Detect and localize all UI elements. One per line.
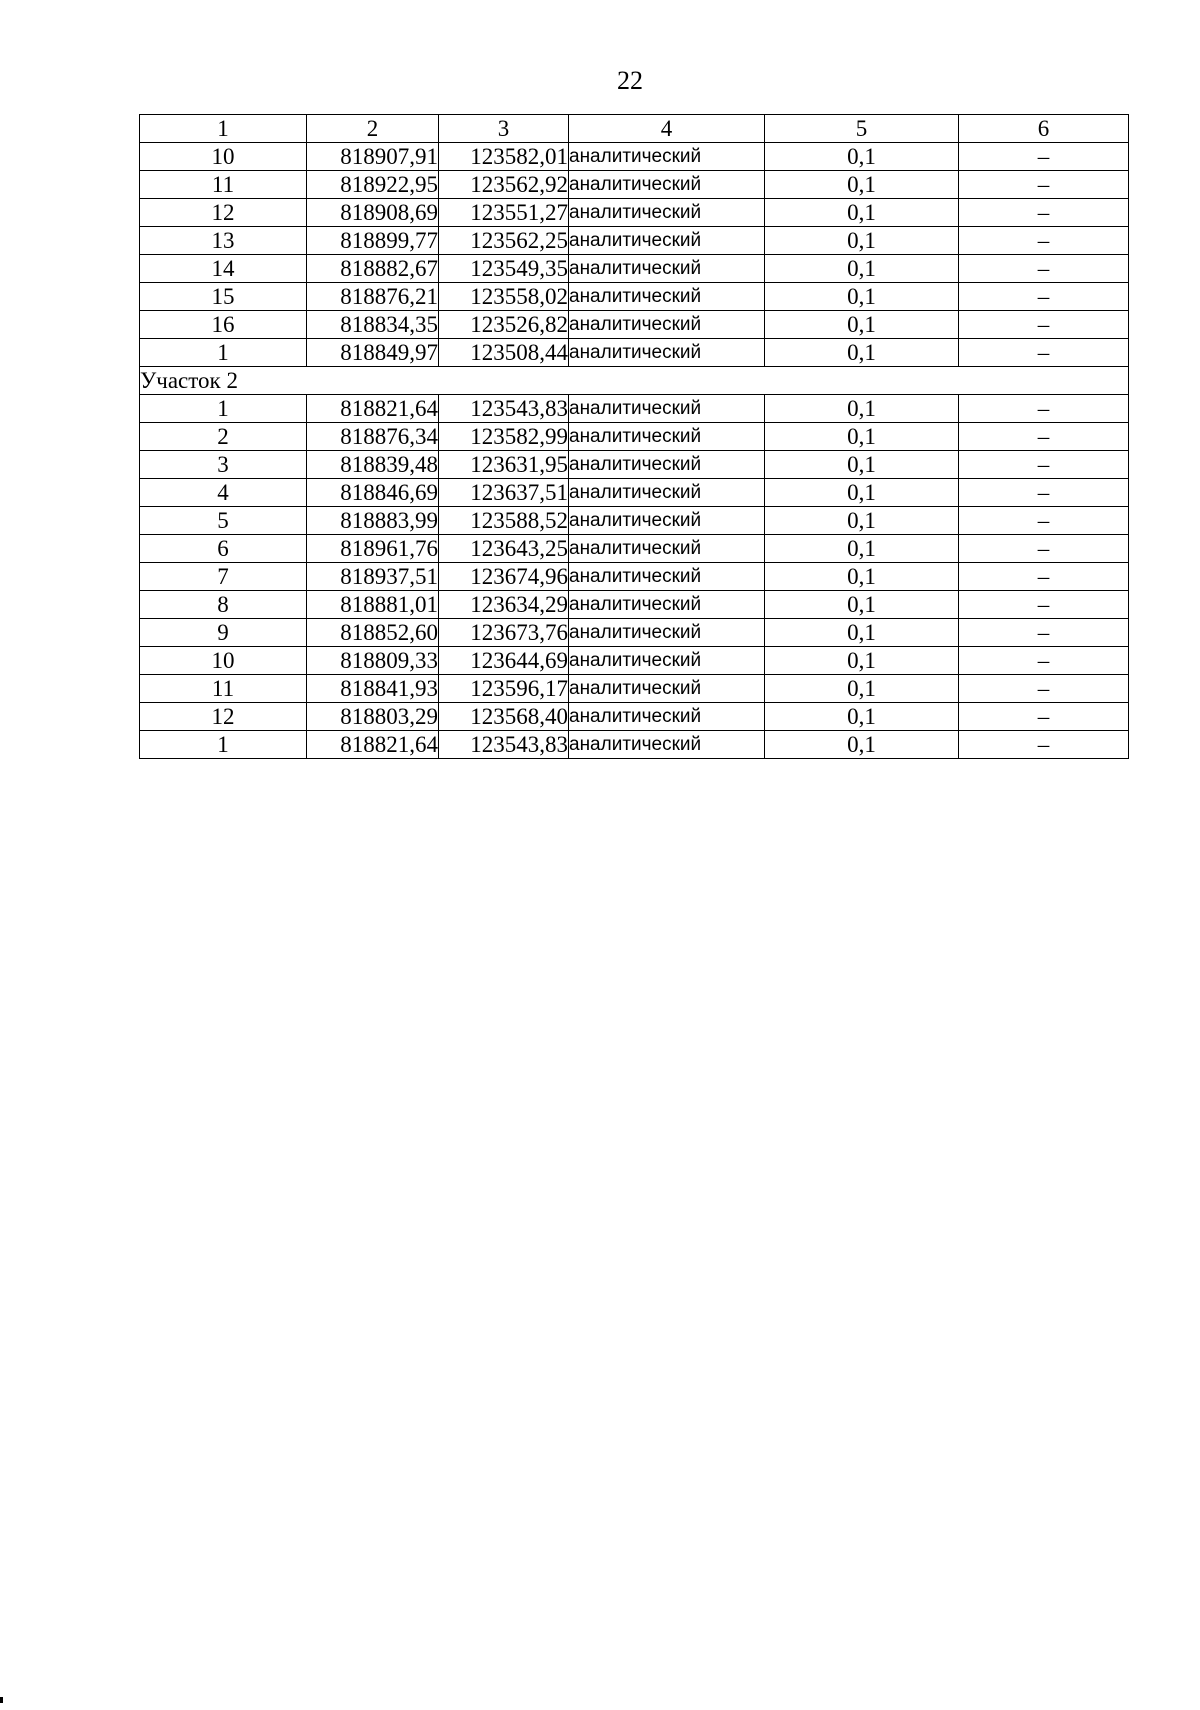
cell-method: аналитический <box>569 143 765 171</box>
cell-x-coordinate: 818841,93 <box>307 675 439 703</box>
cell-note: – <box>959 171 1129 199</box>
cell-x-coordinate: 818839,48 <box>307 451 439 479</box>
cell-note: – <box>959 255 1129 283</box>
cell-method: аналитический <box>569 339 765 367</box>
cell-x-coordinate: 818908,69 <box>307 199 439 227</box>
cell-point-number: 15 <box>140 283 307 311</box>
cell-precision: 0,1 <box>765 143 959 171</box>
cell-method: аналитический <box>569 675 765 703</box>
cell-method: аналитический <box>569 479 765 507</box>
cell-method: аналитический <box>569 619 765 647</box>
cell-point-number: 10 <box>140 143 307 171</box>
cell-note: – <box>959 311 1129 339</box>
scan-speck <box>0 1697 3 1703</box>
table-row <box>140 731 1129 759</box>
table-row <box>140 339 1129 367</box>
column-number-method: 4 <box>569 115 765 143</box>
cell-method: аналитический <box>569 199 765 227</box>
coordinates-table-body <box>140 115 1129 759</box>
page-number: 22 <box>617 66 643 95</box>
cell-note: – <box>959 143 1129 171</box>
table-row <box>140 675 1129 703</box>
cell-note: – <box>959 535 1129 563</box>
cell-x-coordinate: 818899,77 <box>307 227 439 255</box>
cell-point-number: 2 <box>140 423 307 451</box>
table-row <box>140 255 1129 283</box>
cell-y-coordinate: 123643,25 <box>439 535 569 563</box>
table-row <box>140 619 1129 647</box>
cell-x-coordinate: 818821,64 <box>307 395 439 423</box>
cell-point-number: 1 <box>140 395 307 423</box>
cell-note: – <box>959 451 1129 479</box>
cell-x-coordinate: 818922,95 <box>307 171 439 199</box>
cell-y-coordinate: 123673,76 <box>439 619 569 647</box>
cell-note: – <box>959 479 1129 507</box>
cell-y-coordinate: 123543,83 <box>439 395 569 423</box>
cell-y-coordinate: 123549,35 <box>439 255 569 283</box>
cell-point-number: 7 <box>140 563 307 591</box>
cell-y-coordinate: 123582,01 <box>439 143 569 171</box>
cell-precision: 0,1 <box>765 675 959 703</box>
cell-y-coordinate: 123562,25 <box>439 227 569 255</box>
table-row <box>140 479 1129 507</box>
cell-x-coordinate: 818821,64 <box>307 731 439 759</box>
cell-y-coordinate: 123582,99 <box>439 423 569 451</box>
table-row <box>140 311 1129 339</box>
cell-y-coordinate: 123568,40 <box>439 703 569 731</box>
cell-precision: 0,1 <box>765 619 959 647</box>
cell-note: – <box>959 395 1129 423</box>
table-row <box>140 563 1129 591</box>
table-row <box>140 451 1129 479</box>
cell-method: аналитический <box>569 255 765 283</box>
cell-y-coordinate: 123562,92 <box>439 171 569 199</box>
cell-y-coordinate: 123644,69 <box>439 647 569 675</box>
column-number-note: 6 <box>959 115 1129 143</box>
cell-precision: 0,1 <box>765 311 959 339</box>
table-row <box>140 283 1129 311</box>
cell-note: – <box>959 199 1129 227</box>
table-row <box>140 171 1129 199</box>
cell-x-coordinate: 818937,51 <box>307 563 439 591</box>
cell-x-coordinate: 818852,60 <box>307 619 439 647</box>
cell-y-coordinate: 123558,02 <box>439 283 569 311</box>
table-row <box>140 507 1129 535</box>
cell-x-coordinate: 818881,01 <box>307 591 439 619</box>
cell-method: аналитический <box>569 311 765 339</box>
cell-y-coordinate: 123508,44 <box>439 339 569 367</box>
section-title: Участок 2 <box>140 367 1129 395</box>
cell-precision: 0,1 <box>765 199 959 227</box>
cell-method: аналитический <box>569 283 765 311</box>
cell-precision: 0,1 <box>765 479 959 507</box>
table-row <box>140 395 1129 423</box>
cell-x-coordinate: 818907,91 <box>307 143 439 171</box>
cell-point-number: 16 <box>140 311 307 339</box>
cell-note: – <box>959 647 1129 675</box>
cell-precision: 0,1 <box>765 255 959 283</box>
cell-x-coordinate: 818882,67 <box>307 255 439 283</box>
cell-method: аналитический <box>569 171 765 199</box>
cell-note: – <box>959 339 1129 367</box>
cell-method: аналитический <box>569 227 765 255</box>
cell-point-number: 10 <box>140 647 307 675</box>
cell-precision: 0,1 <box>765 283 959 311</box>
cell-precision: 0,1 <box>765 535 959 563</box>
cell-y-coordinate: 123674,96 <box>439 563 569 591</box>
table-row <box>140 535 1129 563</box>
cell-x-coordinate: 818846,69 <box>307 479 439 507</box>
cell-method: аналитический <box>569 507 765 535</box>
column-number-precision: 5 <box>765 115 959 143</box>
cell-point-number: 9 <box>140 619 307 647</box>
cell-y-coordinate: 123634,29 <box>439 591 569 619</box>
cell-method: аналитический <box>569 395 765 423</box>
table-row <box>140 143 1129 171</box>
coordinates-table <box>139 114 1129 759</box>
cell-note: – <box>959 591 1129 619</box>
cell-method: аналитический <box>569 423 765 451</box>
cell-precision: 0,1 <box>765 451 959 479</box>
cell-point-number: 5 <box>140 507 307 535</box>
cell-precision: 0,1 <box>765 703 959 731</box>
table-row <box>140 647 1129 675</box>
cell-precision: 0,1 <box>765 339 959 367</box>
cell-y-coordinate: 123526,82 <box>439 311 569 339</box>
cell-x-coordinate: 818961,76 <box>307 535 439 563</box>
column-number-x-coordinate: 2 <box>307 115 439 143</box>
cell-method: аналитический <box>569 591 765 619</box>
cell-point-number: 14 <box>140 255 307 283</box>
column-number-y-coordinate: 3 <box>439 115 569 143</box>
cell-precision: 0,1 <box>765 171 959 199</box>
cell-point-number: 13 <box>140 227 307 255</box>
cell-note: – <box>959 227 1129 255</box>
section-row <box>140 367 1129 395</box>
cell-note: – <box>959 675 1129 703</box>
cell-precision: 0,1 <box>765 423 959 451</box>
cell-y-coordinate: 123631,95 <box>439 451 569 479</box>
column-number-point-number: 1 <box>140 115 307 143</box>
table-row <box>140 703 1129 731</box>
cell-precision: 0,1 <box>765 507 959 535</box>
cell-x-coordinate: 818849,97 <box>307 339 439 367</box>
cell-y-coordinate: 123543,83 <box>439 731 569 759</box>
cell-x-coordinate: 818883,99 <box>307 507 439 535</box>
cell-note: – <box>959 703 1129 731</box>
header-row <box>140 115 1129 143</box>
table-row <box>140 227 1129 255</box>
cell-method: аналитический <box>569 563 765 591</box>
cell-point-number: 12 <box>140 199 307 227</box>
cell-y-coordinate: 123551,27 <box>439 199 569 227</box>
cell-precision: 0,1 <box>765 647 959 675</box>
cell-precision: 0,1 <box>765 591 959 619</box>
cell-precision: 0,1 <box>765 227 959 255</box>
cell-point-number: 1 <box>140 731 307 759</box>
cell-note: – <box>959 283 1129 311</box>
cell-x-coordinate: 818809,33 <box>307 647 439 675</box>
table-row <box>140 591 1129 619</box>
cell-method: аналитический <box>569 451 765 479</box>
cell-point-number: 1 <box>140 339 307 367</box>
cell-x-coordinate: 818876,34 <box>307 423 439 451</box>
cell-point-number: 3 <box>140 451 307 479</box>
cell-point-number: 11 <box>140 171 307 199</box>
cell-point-number: 6 <box>140 535 307 563</box>
cell-method: аналитический <box>569 703 765 731</box>
table-row <box>140 199 1129 227</box>
cell-point-number: 8 <box>140 591 307 619</box>
cell-note: – <box>959 619 1129 647</box>
cell-precision: 0,1 <box>765 563 959 591</box>
cell-x-coordinate: 818834,35 <box>307 311 439 339</box>
cell-y-coordinate: 123637,51 <box>439 479 569 507</box>
table-row <box>140 423 1129 451</box>
cell-method: аналитический <box>569 731 765 759</box>
cell-note: – <box>959 731 1129 759</box>
cell-point-number: 11 <box>140 675 307 703</box>
cell-x-coordinate: 818803,29 <box>307 703 439 731</box>
cell-precision: 0,1 <box>765 395 959 423</box>
cell-precision: 0,1 <box>765 731 959 759</box>
cell-y-coordinate: 123596,17 <box>439 675 569 703</box>
cell-note: – <box>959 423 1129 451</box>
cell-y-coordinate: 123588,52 <box>439 507 569 535</box>
cell-method: аналитический <box>569 647 765 675</box>
cell-point-number: 12 <box>140 703 307 731</box>
cell-point-number: 4 <box>140 479 307 507</box>
cell-method: аналитический <box>569 535 765 563</box>
cell-note: – <box>959 563 1129 591</box>
cell-x-coordinate: 818876,21 <box>307 283 439 311</box>
cell-note: – <box>959 507 1129 535</box>
